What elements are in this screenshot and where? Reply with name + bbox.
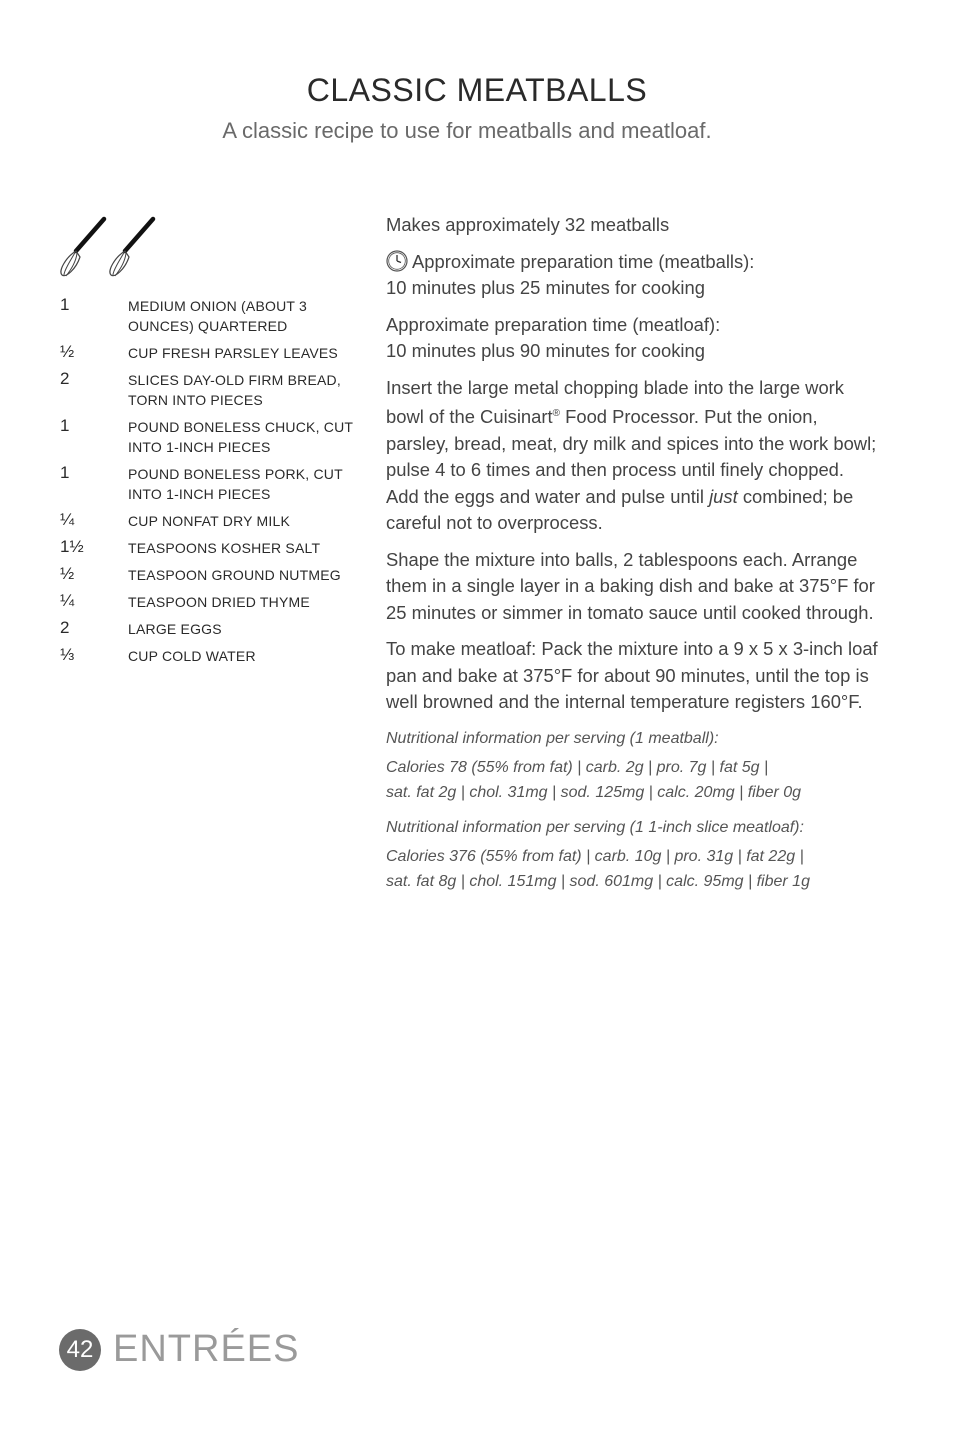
two-whisks-icon xyxy=(58,215,168,279)
ingredient-desc: TEASPOONS KOSHER SALT xyxy=(128,540,321,556)
step1-part-a: Insert the large metal chopping blade into the large work bowl of the Cuisinart xyxy=(386,376,844,428)
recipe-subtitle: A classic recipe to use for meatballs and meatloaf. xyxy=(222,118,712,143)
page-footer xyxy=(59,1328,299,1371)
ingredient-desc: CUP COLD WATER xyxy=(128,648,256,664)
nutrition-line: sat. fat 8g | chol. 151mg | sod. 601mg | calc. 95mg | fiber 1g xyxy=(386,872,810,890)
ingredient-item xyxy=(60,464,360,504)
prep-meatballs-line1: Approximate preparation time (meatballs): xyxy=(412,250,755,272)
ingredient-desc: POUND BONELESS PORK, CUT INTO 1-INCH PIECES xyxy=(128,466,343,502)
nutrition-meatball xyxy=(386,726,880,805)
prep-meatloaf-line1: Approximate preparation time (meatloaf): xyxy=(386,313,721,335)
step1-emphasis: just xyxy=(709,485,738,507)
ingredient-desc: TEASPOON GROUND NUTMEG xyxy=(128,567,341,583)
ingredient-desc: MEDIUM ONION (ABOUT 3 OUNCES) QUARTERED xyxy=(128,298,307,334)
ingredient-desc: LARGE EGGS xyxy=(128,621,222,637)
ingredient-qty: 1 xyxy=(60,463,70,482)
ingredient-item xyxy=(60,646,360,666)
ingredient-qty: 1 xyxy=(60,416,70,435)
recipe-title: CLASSIC MEATBALLS xyxy=(306,72,648,108)
ingredient-item xyxy=(60,511,360,531)
registered-mark: ® xyxy=(552,408,560,419)
ingredient-qty: 1 xyxy=(60,295,70,314)
ingredient-qty: ⅓ xyxy=(60,645,75,664)
ingredient-item xyxy=(60,592,360,612)
nutrition-line: Calories 376 (55% from fat) | carb. 10g | pro. 31g | fat 22g | xyxy=(386,847,804,865)
ingredient-item xyxy=(60,417,360,457)
nutrition-info xyxy=(386,726,880,894)
step1-part-b: Food Processor. Put the onion, parsley, bread, meat, dry milk and spices into the work bowl; pulse 4 to 6 times and then process until finely chopped. Add the eggs and water and pulse until xyxy=(386,406,877,507)
nutrition-heading: Nutritional information per serving (1 meatball): xyxy=(386,729,719,747)
prep-meatloaf-line2: 10 minutes plus 90 minutes for cooking xyxy=(386,340,705,361)
step1-part-c: combined; be careful not to overprocess. xyxy=(386,485,854,534)
ingredient-qty: ½ xyxy=(60,564,75,583)
ingredient-qty: ½ xyxy=(60,342,75,361)
ingredient-list xyxy=(60,296,360,673)
section-name: ENTRÉES xyxy=(113,1328,300,1370)
ingredient-qty: 2 xyxy=(60,618,70,637)
nutrition-heading: Nutritional information per serving (1 1-inch slice meatloaf): xyxy=(386,818,804,836)
ingredient-item xyxy=(60,619,360,639)
ingredient-qty: 1½ xyxy=(60,537,84,556)
nutrition-line: Calories 78 (55% from fat) | carb. 2g | pro. 7g | fat 5g | xyxy=(386,758,769,776)
ingredient-desc: CUP FRESH PARSLEY LEAVES xyxy=(128,345,338,361)
ingredient-item xyxy=(60,343,360,363)
ingredient-desc: CUP NONFAT DRY MILK xyxy=(128,513,290,529)
clock-icon xyxy=(386,250,408,272)
ingredient-qty: ¼ xyxy=(60,510,75,529)
ingredient-item xyxy=(60,565,360,585)
ingredient-desc: POUND BONELESS CHUCK, CUT INTO 1-INCH PIECES xyxy=(128,419,353,455)
instructions xyxy=(386,212,880,904)
instruction-step-3: To make meatloaf: Pack the mixture into a 9 x 5 x 3-inch loaf pan and bake at 375°F for about 90 minutes, until the top is well browned and the internal temperature registers 160°F. xyxy=(386,638,878,713)
ingredient-desc: TEASPOON DRIED THYME xyxy=(128,594,310,610)
ingredient-item xyxy=(60,370,360,410)
yield-text: Makes approximately 32 meatballs xyxy=(386,214,670,235)
ingredient-qty: 2 xyxy=(60,369,70,388)
ingredient-item xyxy=(60,296,360,336)
prep-time-meatballs xyxy=(386,249,880,302)
prep-time-meatloaf xyxy=(386,312,880,365)
instruction-step-1 xyxy=(386,375,880,537)
ingredient-desc: SLICES DAY-OLD FIRM BREAD, TORN INTO PIECES xyxy=(128,372,341,408)
instruction-step-2: Shape the mixture into balls, 2 tablespoons each. Arrange them in a single layer in a baking dish and bake at 375°F for 25 minutes or simmer in tomato sauce until cooked through. xyxy=(386,548,875,623)
page-number-badge: 42 xyxy=(59,1329,101,1371)
nutrition-meatloaf xyxy=(386,815,880,894)
nutrition-line: sat. fat 2g | chol. 31mg | sod. 125mg | calc. 20mg | fiber 0g xyxy=(386,783,802,801)
ingredient-item xyxy=(60,538,360,558)
prep-meatballs-line2: 10 minutes plus 25 minutes for cooking xyxy=(386,277,705,298)
ingredient-qty: ¼ xyxy=(60,591,75,610)
